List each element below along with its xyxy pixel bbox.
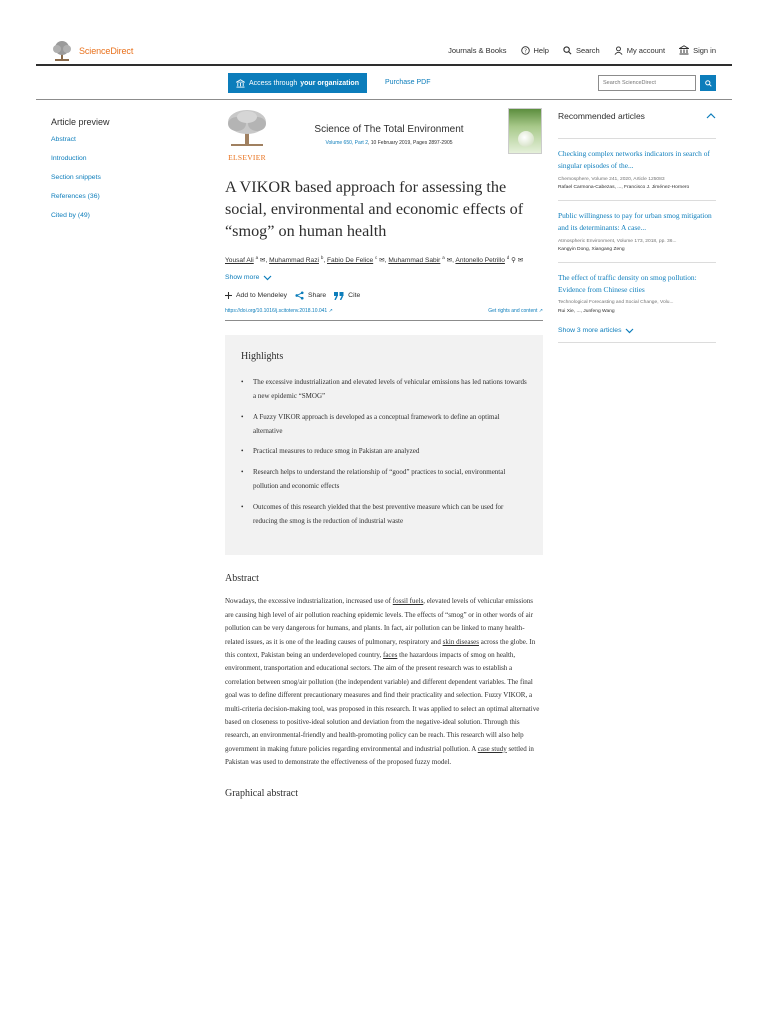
graphical-abstract-heading: Graphical abstract (225, 787, 299, 799)
author-list: Yousaf Ali $^a$ ✉, Muhammad Razi $^b$, Fabio De Felice $^c$ ✉, Muhammad Sabir $^a$ ✉, Antonello Petrillo $^d$ ⚲ ✉ (225, 255, 524, 265)
access-organization-button[interactable] (228, 73, 367, 93)
term-link-fossil-fuels[interactable]: fossil fuels (392, 597, 424, 606)
access-prefix: Access through (249, 79, 298, 87)
abstract-text (225, 595, 543, 769)
publisher-name: ELSEVIER (228, 153, 266, 162)
highlight-item: • The excessive industrialization and elevated levels of vehicular emissions has led nations towards a new epidemic “SMOG” (241, 376, 527, 404)
user-icon (614, 46, 623, 55)
nav-label: Journals & Books (448, 45, 507, 55)
recommended-articles-panel (558, 111, 716, 343)
abstract-text-part: Nowadays, the excessive industrialization, increased use of (225, 597, 393, 606)
show-more-articles-label: Show 3 more articles (558, 327, 622, 335)
nav-link-abstract[interactable]: Abstract (51, 136, 76, 143)
elsevier-tree-icon (225, 108, 269, 148)
rights-link[interactable]: Get rights and content ↗ (488, 308, 543, 315)
elsevier-logo[interactable] (225, 108, 269, 160)
recommended-authors: Rafael Carmona-Cabezas, ..., Francisco J. Jiménez-Hornero (558, 185, 690, 191)
abstract-text-part: settled in Pakistan was used to demonstrate the effectiveness of the proposed fuzzy model. (225, 744, 534, 767)
search-input[interactable]: Search ScienceDirect (598, 75, 696, 91)
email-icon[interactable]: ✉ (517, 257, 524, 265)
abstract-heading: Abstract (225, 573, 259, 585)
recommended-source: Chemosphere, Volume 241, 2020, Article 125083 (558, 176, 665, 182)
abstract-text-part: the hazardous impacts of smog on health, environment, transportation and educational sectors. The aim of the present research was to establish a correlation between smog/air pollution (the independent variable) and different dependent variables. The final goal was to define different precautionary measures and find their practicality and selection. Fuzzy VIKOR, a multi-criteria decision-making tool, was proposed in this research. It was applied to select an optimal alternative based on closeness to positive-ideal solution and deviation from the negative-ideal solution. Through this research, an environmental-friendly and health-promoting policy can be reach. This research will also help government in making future policies regarding environmental and industrial pollution. A (225, 650, 540, 753)
chevron-down-icon (263, 275, 272, 281)
nav-search[interactable] (563, 45, 600, 55)
nav-link-section-snippets[interactable]: Section snippets (51, 174, 101, 181)
action-label: Cite (348, 292, 361, 300)
volume-link[interactable]: Volume 650, Part 2 (325, 140, 368, 146)
term-link-case-study[interactable]: case study (477, 744, 507, 753)
recommended-header[interactable] (558, 111, 716, 131)
recommended-heading: Recommended articles (558, 111, 645, 121)
show-more-articles-button[interactable] (558, 327, 716, 343)
author-affiliation: b (320, 255, 324, 260)
journal-meta (279, 140, 499, 146)
author-affiliation: a (255, 255, 259, 260)
top-nav (434, 45, 716, 55)
nav-link-cited-by[interactable]: Cited by (49) (51, 212, 90, 219)
article-preview-nav (51, 117, 201, 230)
email-icon[interactable]: ✉ (379, 257, 385, 265)
recommended-authors: Kangyin Dong, Xiangang Zeng (558, 247, 625, 253)
search-submit-button[interactable] (700, 75, 716, 91)
highlight-item: • Practical measures to reduce smog in Pakistan are analyzed (241, 445, 527, 459)
show-more-button[interactable] (225, 274, 543, 281)
doi-text: https://doi.org/10.1016/j.scitotenv.2018.10.041 (225, 308, 328, 315)
nav-label: Sign in (693, 45, 716, 55)
share-button[interactable] (295, 291, 326, 300)
search-icon (705, 80, 712, 87)
recommended-article (558, 262, 716, 317)
highlights-box (225, 335, 543, 555)
article-title: A VIKOR based approach for assessing the social, environmental and economic effects of “smog” on human health (225, 178, 524, 240)
abstract-text-part: across the globe. In this context, Pakistan being an underdeveloped country, (225, 637, 536, 659)
quote-icon (334, 292, 344, 300)
journal-cover-image[interactable] (508, 108, 542, 154)
journal-title[interactable]: Science of The Total Environment (314, 124, 464, 135)
author-name[interactable]: Fabio De Felice (327, 257, 374, 265)
recommended-article (558, 200, 716, 255)
highlight-item: • Research helps to understand the relationship of “good” practices to social, environmental pollution and economic effects (241, 466, 527, 494)
abstract-text-part: , elevated levels of vehicular emissions are causing high level of air pollution reaching epidemic levels. The effects of “smog” or in other words of air pollution can be very dangerous for humans, and plants. In fact, air pollution can be linked to many health-related issues, as it is one of the leading causes of pulmonary, respiratory and (225, 597, 534, 646)
email-icon[interactable]: ✉ (446, 257, 453, 265)
author-name[interactable]: Antonello Petrillo (455, 257, 505, 265)
top-header (36, 34, 732, 66)
term-link-faces[interactable]: faces (382, 650, 398, 659)
purchase-pdf-link[interactable]: Purchase PDF (385, 79, 431, 86)
author-name[interactable]: Yousaf Ali (225, 257, 254, 265)
recommended-title-link[interactable]: Checking complex networks indicators in search of singular episodes of the... (558, 149, 710, 171)
highlight-item: • Outcomes of this research yielded that the best preventive measure which can be used for reducing the smog is the reduction of industrial waste (241, 501, 527, 529)
nav-link-introduction[interactable]: Introduction (51, 155, 87, 162)
email-icon[interactable]: ✉ (259, 257, 266, 265)
nav-label: Help (533, 45, 549, 55)
doi-link[interactable]: https://doi.org/10.1016/j.scitotenv.2018.10.041 ↗ (225, 308, 333, 315)
action-label: Share (308, 292, 327, 300)
article-actions (225, 291, 543, 300)
show-more-label: Show more (225, 274, 260, 282)
recommended-title-link[interactable]: Public willingness to pay for urban smog mitigation and its determinants: A case... (558, 210, 712, 233)
author-name[interactable]: Muhammad Razi (269, 257, 319, 265)
person-icon[interactable]: ⚲ (511, 257, 516, 265)
nav-journals-books[interactable] (448, 45, 506, 55)
abstract-section (225, 573, 543, 769)
nav-help[interactable] (521, 45, 549, 55)
graphical-abstract-section (225, 788, 543, 799)
institution-icon (236, 79, 245, 88)
action-label: Add to Mendeley (236, 292, 288, 300)
nav-sign-in[interactable] (679, 45, 716, 55)
sciencedirect-logo[interactable] (51, 40, 133, 62)
article-preview-heading: Article preview (51, 117, 110, 127)
author-affiliation: d (506, 255, 510, 260)
highlight-item: • A Fuzzy VIKOR approach is developed as a conceptual framework to define an optimal alternative (241, 411, 527, 439)
highlights-list (241, 376, 527, 528)
recommended-authors: Rui Xie, ..., Junfeng Wang (558, 308, 615, 314)
search-icon (563, 46, 572, 55)
institution-icon (679, 45, 689, 55)
journal-meta-rest: , 10 February 2019, Pages 2897-2905 (368, 140, 453, 146)
access-bold: your organization (300, 79, 359, 87)
cite-button[interactable] (334, 292, 360, 300)
recommended-title-link[interactable]: The effect of traffic density on smog pollution: Evidence from Chinese cities (558, 272, 697, 295)
help-icon (521, 46, 530, 55)
nav-my-account[interactable] (614, 45, 665, 55)
plus-icon (225, 292, 232, 299)
recommended-source: Technological Forecasting and Social Change, Volu... (558, 300, 674, 306)
article-main (225, 106, 543, 799)
nav-label: My account (626, 45, 666, 55)
chevron-up-icon[interactable] (706, 113, 716, 119)
author-name[interactable]: Muhammad Sabir (388, 257, 441, 265)
share-icon (295, 291, 304, 300)
chevron-down-icon (625, 328, 634, 334)
author-affiliation: c (375, 255, 378, 260)
rights-text: Get rights and content (488, 308, 538, 315)
recommended-source: Atmospheric Environment, Volume 173, 2018, pp. 36... (558, 238, 677, 244)
highlights-heading: Highlights (241, 351, 284, 363)
elsevier-tree-icon (51, 40, 73, 62)
add-to-mendeley-button[interactable] (225, 292, 287, 299)
cover-globe (518, 131, 534, 147)
doi-row (225, 308, 543, 321)
recommended-article (558, 138, 716, 193)
author-affiliation: a (442, 255, 445, 260)
svg-text:?: ? (523, 48, 527, 55)
article-toolbar (36, 66, 732, 100)
nav-link-references[interactable]: References (36) (51, 193, 100, 200)
term-link-skin-diseases[interactable]: skin diseases (442, 637, 480, 646)
brand-name: ScienceDirect (79, 46, 134, 56)
nav-label: Search (575, 45, 600, 55)
journal-header (225, 106, 543, 162)
